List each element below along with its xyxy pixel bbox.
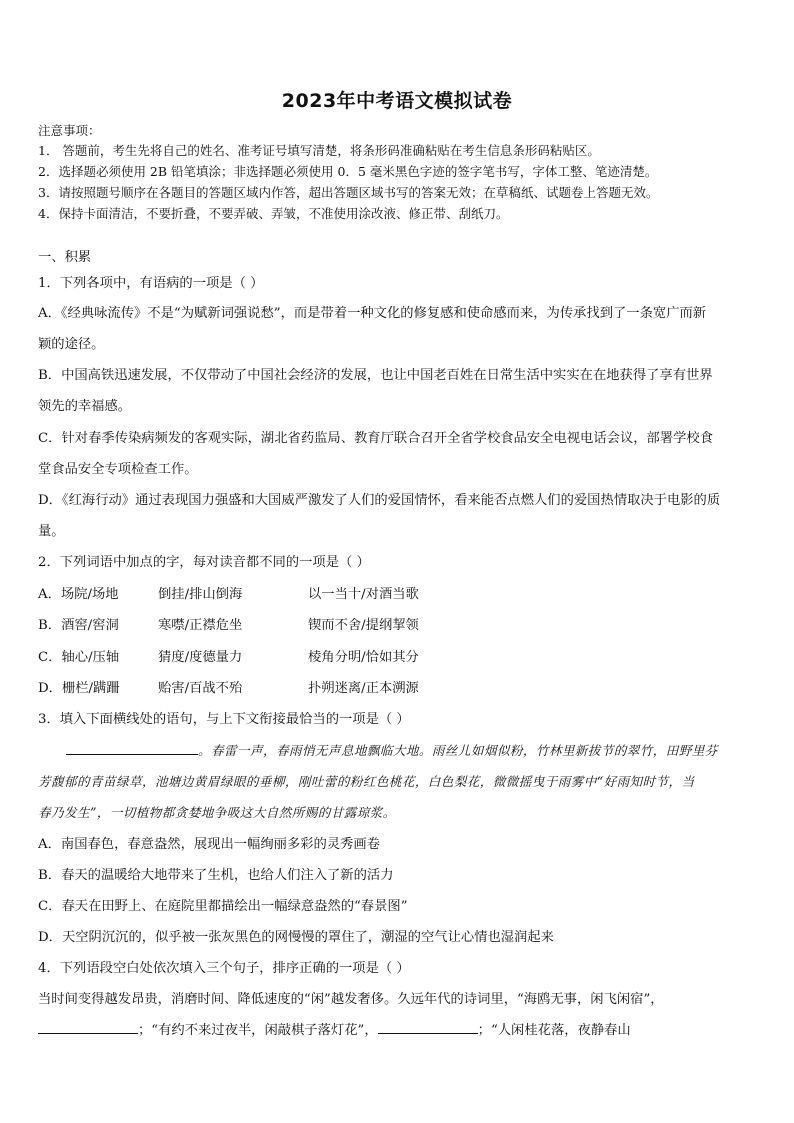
q2-d-word-2: 贻害/百战不殆 (158, 681, 243, 696)
q2-b-word-3: 锲而不舍/提纲挈领 (308, 618, 419, 633)
q2-a-word-2: 倒挂/排山倒海 (158, 587, 243, 602)
q2-d-word-1: D．栅栏/蹒跚 (38, 681, 120, 696)
q3-option-a: A．南国春色，春意盎然，展现出一幅绚丽多彩的灵秀画卷 (38, 837, 381, 852)
q1-option-d-cont: 量。 (38, 524, 65, 539)
notice-item-4: 4．保持卡面清洁，不要折叠，不要弄破、弄皱，不准使用涂改液、修正带、刮纸刀。 (38, 206, 509, 221)
q1-option-d: D．《红海行动》通过表现国力强盛和大国威严激发了人们的爱国情怀，看来能否点燃人们的爱国热情取决于电影的质 (38, 493, 721, 508)
q4-passage-line-2 (38, 1019, 758, 1038)
q3-answer-blank (66, 742, 198, 755)
q2-option-d (38, 677, 758, 696)
q3-passage-line-3: 春乃发生”，一切植物都贪婪地争吸这大自然所赐的甘露琼浆。 (38, 805, 396, 820)
q2-option-a (38, 583, 758, 602)
q4-blank-2 (378, 1021, 478, 1034)
notice-item-1: 1． 答题前，考生先将自己的姓名、准考证号填写清楚，将条形码准确粘贴在考生信息条形码粘贴区。 (38, 143, 600, 158)
q3-passage-text-1: 。春雷一声，春雨悄无声息地飘临大地。雨丝儿如烟似粉，竹林里新拔节的翠竹，田野里芬 (198, 743, 718, 758)
q3-passage-line-2: 芳馥郁的青苗绿草，池塘边黄眉绿眼的垂柳，刚吐蕾的粉红色桃花，白色梨花，微微摇曳于雨雾中“好雨知时节，当 (38, 774, 695, 789)
q2-c-word-3: 棱角分明/恰如其分 (308, 650, 419, 665)
q1-option-c-cont: 堂食品安全专项检查工作。 (38, 462, 198, 477)
q4-blank-1 (38, 1021, 138, 1034)
q2-stem: 2．下列词语中加点的字，每对读音都不同的一项是（ ） (38, 555, 370, 570)
q2-option-c (38, 646, 758, 665)
q1-option-b-cont: 领先的幸福感。 (38, 399, 132, 414)
q4-passage-line-1: 当时间变得越发昂贵，消磨时间、降低速度的“闲”越发奢侈。久远年代的诗词里，“海鸥无事，闲飞闲宿”， (38, 992, 664, 1007)
section-heading: 一、积累 (38, 250, 92, 265)
q2-a-word-3: 以一当十/对酒当歌 (308, 587, 419, 602)
q4-passage-text-b: ；“人闲桂花落，夜静春山 (477, 1023, 631, 1038)
q1-stem: 1．下列各项中，有语病的一项是（ ） (38, 276, 264, 291)
q3-option-b: B．春天的温暖给大地带来了生机，也给人们注入了新的活力 (38, 868, 394, 883)
q2-d-word-3: 扑朔迷离/正本溯源 (308, 681, 419, 696)
notice-heading: 注意事项： (38, 123, 101, 138)
q3-stem: 3．填入下面横线处的语句，与上下文衔接最恰当的一项是（ ） (38, 712, 410, 727)
q2-b-word-2: 寒噤/正襟危坐 (158, 618, 243, 633)
q2-c-word-2: 猜度/度德量力 (158, 650, 243, 665)
notice-item-3: 3．请按照题号顺序在各题目的答题区域内作答，超出答题区域书写的答案无效；在草稿纸、试题卷上答题无效。 (38, 185, 659, 200)
q2-b-word-1: B．酒窖/窖洞 (38, 618, 119, 633)
q3-option-d: D．天空阴沉沉的，似乎被一张灰黑色的网慢慢的罩住了，潮湿的空气让心情也湿润起来 (38, 930, 554, 945)
q1-option-a: A．《经典咏流传》不是“为赋新词强说愁”，而是带着一种文化的修复感和使命感而来，为传承找到了一条宽广而新 (38, 306, 707, 321)
q3-passage-line-1 (66, 740, 758, 759)
q3-option-c: C．春天在田野上、在庭院里都描绘出一幅绿意盎然的“春景图” (38, 899, 408, 914)
page-title: 2023年中考语文模拟试卷 (281, 90, 513, 112)
q1-option-c: C．针对春季传染病频发的客观实际，湖北省药监局、教育厅联合召开全省学校食品安全电视电话会议，部署学校食 (38, 431, 714, 446)
notice-item-2: 2．选择题必须使用 2B 铅笔填涂；非选择题必须使用 0．5 毫米黑色字迹的签字笔书写，字体工整、笔迹清楚。 (38, 164, 658, 179)
q2-a-word-1: A．场院/场地 (38, 587, 119, 602)
q4-stem: 4．下列语段空白处依次填入三个句子，排序正确的一项是（ ） (38, 961, 410, 976)
q2-c-word-1: C．轴心/压轴 (38, 650, 120, 665)
q2-option-b (38, 614, 758, 633)
q1-option-a-cont: 颖的途径。 (38, 337, 105, 352)
q1-option-b: B．中国高铁迅速发展，不仅带动了中国社会经济的发展，也让中国老百姓在日常生活中实实在在地获得了享有世界 (38, 368, 713, 383)
q4-passage-text-a: ；“有约不来过夜半，闲敲棋子落灯花”， (138, 1023, 378, 1038)
